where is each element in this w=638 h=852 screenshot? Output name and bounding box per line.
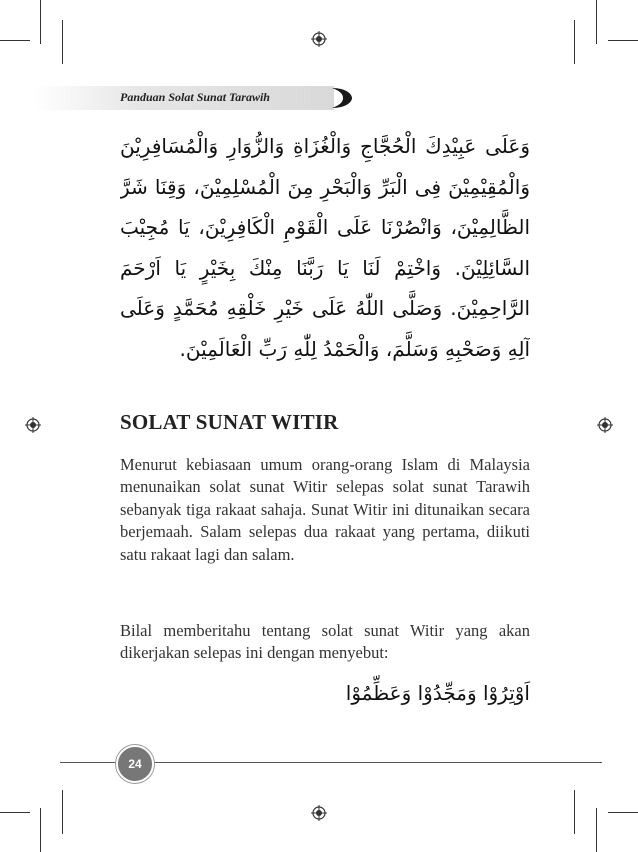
section-title: SOLAT SUNAT WITIR [120,410,339,434]
body-paragraph: Bilal memberitahu tentang solat sunat Witir yang akan dikerjakan selepas ini dengan menyebut: [120,621,530,663]
page-number-badge: 24 [116,745,154,783]
arabic-line: الظَّالِمِيْنَ، وَانْصُرْنَا عَلَى الْقَوْمِ الْكَافِرِيْنَ، يَا مُجِيْبَ [120,215,530,239]
crop-mark [574,790,575,834]
arabic-line: وَعَلَى عَبِيْدِكَ الْحُجَّاجِ وَالْغُزَاةِ وَالزُّوَارِ وَالْمُسَافِرِيْنَ [120,134,530,158]
arabic-prayer [120,126,530,369]
registration-mark-icon [311,805,327,821]
header-swoosh-icon [330,86,354,110]
crop-mark [40,808,41,852]
crop-mark [0,40,30,41]
running-title: Panduan Solat Sunat Tarawih [120,90,270,104]
crop-mark [0,812,30,813]
arabic-line: وَالْمُقِيْمِيْنَ فِى الْبَرِّ وَالْبَحْرِ مِنَ الْمُسْلِمِيْنَ، وَقِنَا شَرَّ [120,174,530,199]
crop-mark [596,0,597,44]
running-header [34,86,354,110]
registration-mark-icon [597,417,613,433]
arabic-call: اَوْتِرُوْا وَمَجِّدُوْا وَعَظِّمُوْا [345,681,530,705]
registration-mark-icon [311,31,327,47]
crop-mark [62,20,63,64]
crop-mark [62,790,63,834]
arabic-line: الرَّاحِمِيْنَ. وَصَلَّى اللّٰهُ عَلَى خَيْرِ خَلْقِهِ مُحَمَّدٍ وَعَلَى [120,296,530,320]
registration-mark-icon [25,417,41,433]
arabic-line: آلِهِ وَصَحْبِهِ وَسَلَّمَ، وَالْحَمْدُ لِلّٰهِ رَبِّ الْعَالَمِيْنَ. [179,336,530,361]
body-paragraph: Menurut kebiasaan umum orang-orang Islam di Malaysia menunaikan solat sunat Witir selepas solat sunat Tarawih sebanyak tiga rakaat sahaja. Sunat Witir ini ditunaikan secara berjemaah. Salam selepas dua rakaat yang pertama, diikuti satu rakaat lagi dan salam. [120,455,530,564]
crop-mark [596,808,597,852]
arabic-line: السَّائِلِيْنَ. وَاخْتِمْ لَنَا يَا رَبَّنَا مِنْكَ بِخَيْرٍ يَا اَرْحَمَ [120,255,530,280]
crop-mark [608,812,638,813]
crop-mark [574,20,575,64]
crop-mark [40,0,41,44]
crop-mark [608,40,638,41]
